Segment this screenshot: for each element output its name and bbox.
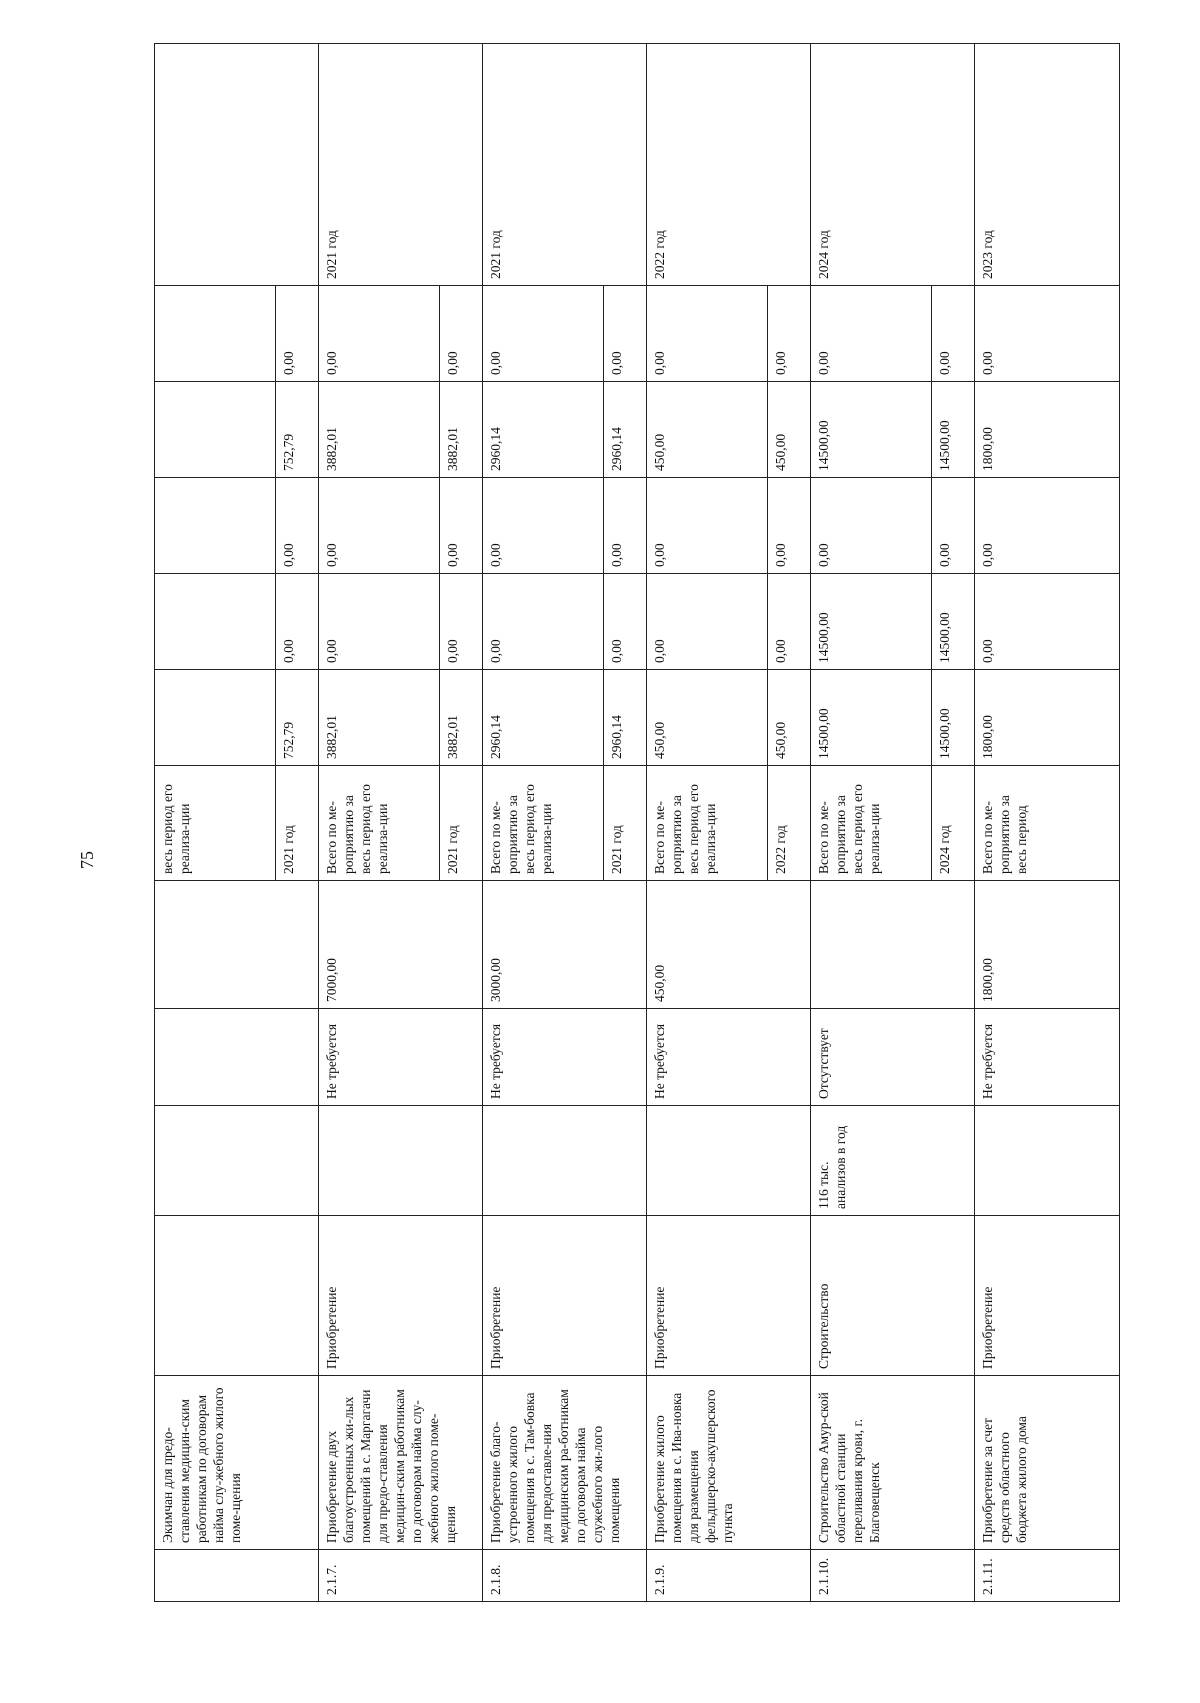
period-label: Всего по ме-роприятию за весь период его реализа-ции	[319, 766, 440, 881]
sub-federal: 0,00	[604, 574, 647, 670]
table-row	[975, 44, 1120, 1602]
regional-value: 0,00	[811, 478, 932, 574]
work-type: Приобретение	[483, 1216, 647, 1376]
sub-regional: 0,00	[440, 478, 483, 574]
sub-period: 2021 год	[440, 766, 483, 881]
oblast-value: 450,00	[647, 382, 768, 478]
row-number	[155, 1550, 319, 1602]
design-status: Не требуется	[975, 1009, 1120, 1106]
row-number: 2.1.10.	[811, 1550, 975, 1602]
estimated-cost: 450,00	[647, 881, 811, 1009]
total-value: 2960,14	[483, 670, 604, 766]
sub-total: 450,00	[768, 670, 811, 766]
sub-federal: 0,00	[276, 574, 319, 670]
work-type: Строительство	[811, 1216, 975, 1376]
estimated-cost	[811, 881, 975, 1009]
period-label: весь период его реализа-ции	[155, 766, 276, 881]
sub-total: 752,79	[276, 670, 319, 766]
object-name: Приобретение за счет средств областного бюджета жилого дома	[975, 1376, 1120, 1550]
sub-total: 2960,14	[604, 670, 647, 766]
regional-value	[155, 478, 276, 574]
sub-local: 0,00	[276, 286, 319, 382]
table-row	[319, 44, 440, 1602]
oblast-value: 1800,00	[975, 382, 1120, 478]
design-status: Не требуется	[483, 1009, 647, 1106]
work-type: Приобретение	[319, 1216, 483, 1376]
local-value: 0,00	[647, 286, 768, 382]
work-type: Приобретение	[647, 1216, 811, 1376]
sub-local: 0,00	[932, 286, 975, 382]
row-number: 2.1.9.	[647, 1550, 811, 1602]
sub-period: 2022 год	[768, 766, 811, 881]
sub-regional: 0,00	[604, 478, 647, 574]
sub-oblast: 450,00	[768, 382, 811, 478]
sub-period: 2024 год	[932, 766, 975, 881]
regional-value: 0,00	[483, 478, 604, 574]
sub-regional: 0,00	[276, 478, 319, 574]
sub-federal: 0,00	[440, 574, 483, 670]
rotated-page	[154, 44, 1104, 1602]
sub-local: 0,00	[604, 286, 647, 382]
completion-year: 2023 год	[975, 44, 1120, 286]
local-value: 0,00	[483, 286, 604, 382]
oblast-value	[155, 382, 276, 478]
row-number: 2.1.11.	[975, 1550, 1120, 1602]
table-row	[811, 44, 932, 1602]
federal-value: 14500,00	[811, 574, 932, 670]
completion-year	[155, 44, 319, 286]
federal-value: 0,00	[319, 574, 440, 670]
oblast-value: 2960,14	[483, 382, 604, 478]
table-row	[155, 44, 276, 1602]
federal-value	[155, 574, 276, 670]
total-value: 1800,00	[975, 670, 1120, 766]
estimated-cost: 3000,00	[483, 881, 647, 1009]
total-value: 450,00	[647, 670, 768, 766]
sub-regional: 0,00	[768, 478, 811, 574]
row-number: 2.1.7.	[319, 1550, 483, 1602]
regional-value: 0,00	[647, 478, 768, 574]
sub-period: 2021 год	[276, 766, 319, 881]
completion-year: 2024 год	[811, 44, 975, 286]
investment-table	[154, 43, 1120, 1602]
sub-oblast: 14500,00	[932, 382, 975, 478]
table-row	[647, 44, 768, 1602]
total-value	[155, 670, 276, 766]
capacity	[319, 1106, 483, 1216]
object-name: Экимчан для предо-ставления медицин-ским работникам по договорам найма слу-жебного жилого поме-щения	[155, 1376, 319, 1550]
capacity	[483, 1106, 647, 1216]
completion-year: 2021 год	[319, 44, 483, 286]
sub-total: 3882,01	[440, 670, 483, 766]
row-number: 2.1.8.	[483, 1550, 647, 1602]
local-value	[155, 286, 276, 382]
period-label: Всего по ме-роприятию за весь период его реализа-ции	[483, 766, 604, 881]
sub-oblast: 752,79	[276, 382, 319, 478]
oblast-value: 3882,01	[319, 382, 440, 478]
sub-total: 14500,00	[932, 670, 975, 766]
design-status: Отсутствует	[811, 1009, 975, 1106]
work-type: Приобретение	[975, 1216, 1120, 1376]
sub-period: 2021 год	[604, 766, 647, 881]
object-name: Строительство Амур-ской областной станции переливания крови, г. Благовещенск	[811, 1376, 975, 1550]
capacity	[647, 1106, 811, 1216]
regional-value: 0,00	[975, 478, 1120, 574]
object-name: Приобретение благо-устроенного жилого помещения в с. Там-бовка для предоставле-ния медицинским ра-ботникам по договорам найма служебного жи-лого помещения	[483, 1376, 647, 1550]
capacity	[975, 1106, 1120, 1216]
sub-oblast: 3882,01	[440, 382, 483, 478]
estimated-cost: 7000,00	[319, 881, 483, 1009]
design-status: Не требуется	[647, 1009, 811, 1106]
design-status: Не требуется	[319, 1009, 483, 1106]
local-value: 0,00	[975, 286, 1120, 382]
local-value: 0,00	[319, 286, 440, 382]
page-number: 75	[77, 851, 97, 869]
completion-year: 2021 год	[483, 44, 647, 286]
sub-local: 0,00	[440, 286, 483, 382]
period-label: Всего по ме-роприятию за весь период его реализа-ции	[811, 766, 932, 881]
estimated-cost: 1800,00	[975, 881, 1120, 1009]
regional-value: 0,00	[319, 478, 440, 574]
sub-oblast: 2960,14	[604, 382, 647, 478]
sub-regional: 0,00	[932, 478, 975, 574]
federal-value: 0,00	[975, 574, 1120, 670]
oblast-value: 14500,00	[811, 382, 932, 478]
federal-value: 0,00	[483, 574, 604, 670]
sub-federal: 0,00	[768, 574, 811, 670]
work-type	[155, 1216, 319, 1376]
object-name: Приобретение двух благоустроенных жи-лых помещений в с. Маргагачи для предо-ставления медицин-ским работникам по договорам найма слу-жебного жилого поме-щения	[319, 1376, 483, 1550]
sub-federal: 14500,00	[932, 574, 975, 670]
total-value: 3882,01	[319, 670, 440, 766]
total-value: 14500,00	[811, 670, 932, 766]
object-name: Приобретение жилого помещения в с. Ива-новка для размещения фельдшерско-акушерского пункта	[647, 1376, 811, 1550]
federal-value: 0,00	[647, 574, 768, 670]
sub-local: 0,00	[768, 286, 811, 382]
local-value: 0,00	[811, 286, 932, 382]
capacity: 116 тыс. анализов в год	[811, 1106, 975, 1216]
design-status	[155, 1009, 319, 1106]
capacity	[155, 1106, 319, 1216]
period-label: Всего по ме-роприятию за весь период	[975, 766, 1120, 881]
estimated-cost	[155, 881, 319, 1009]
period-label: Всего по ме-роприятию за весь период его реализа-ции	[647, 766, 768, 881]
completion-year: 2022 год	[647, 44, 811, 286]
table-row	[483, 44, 604, 1602]
